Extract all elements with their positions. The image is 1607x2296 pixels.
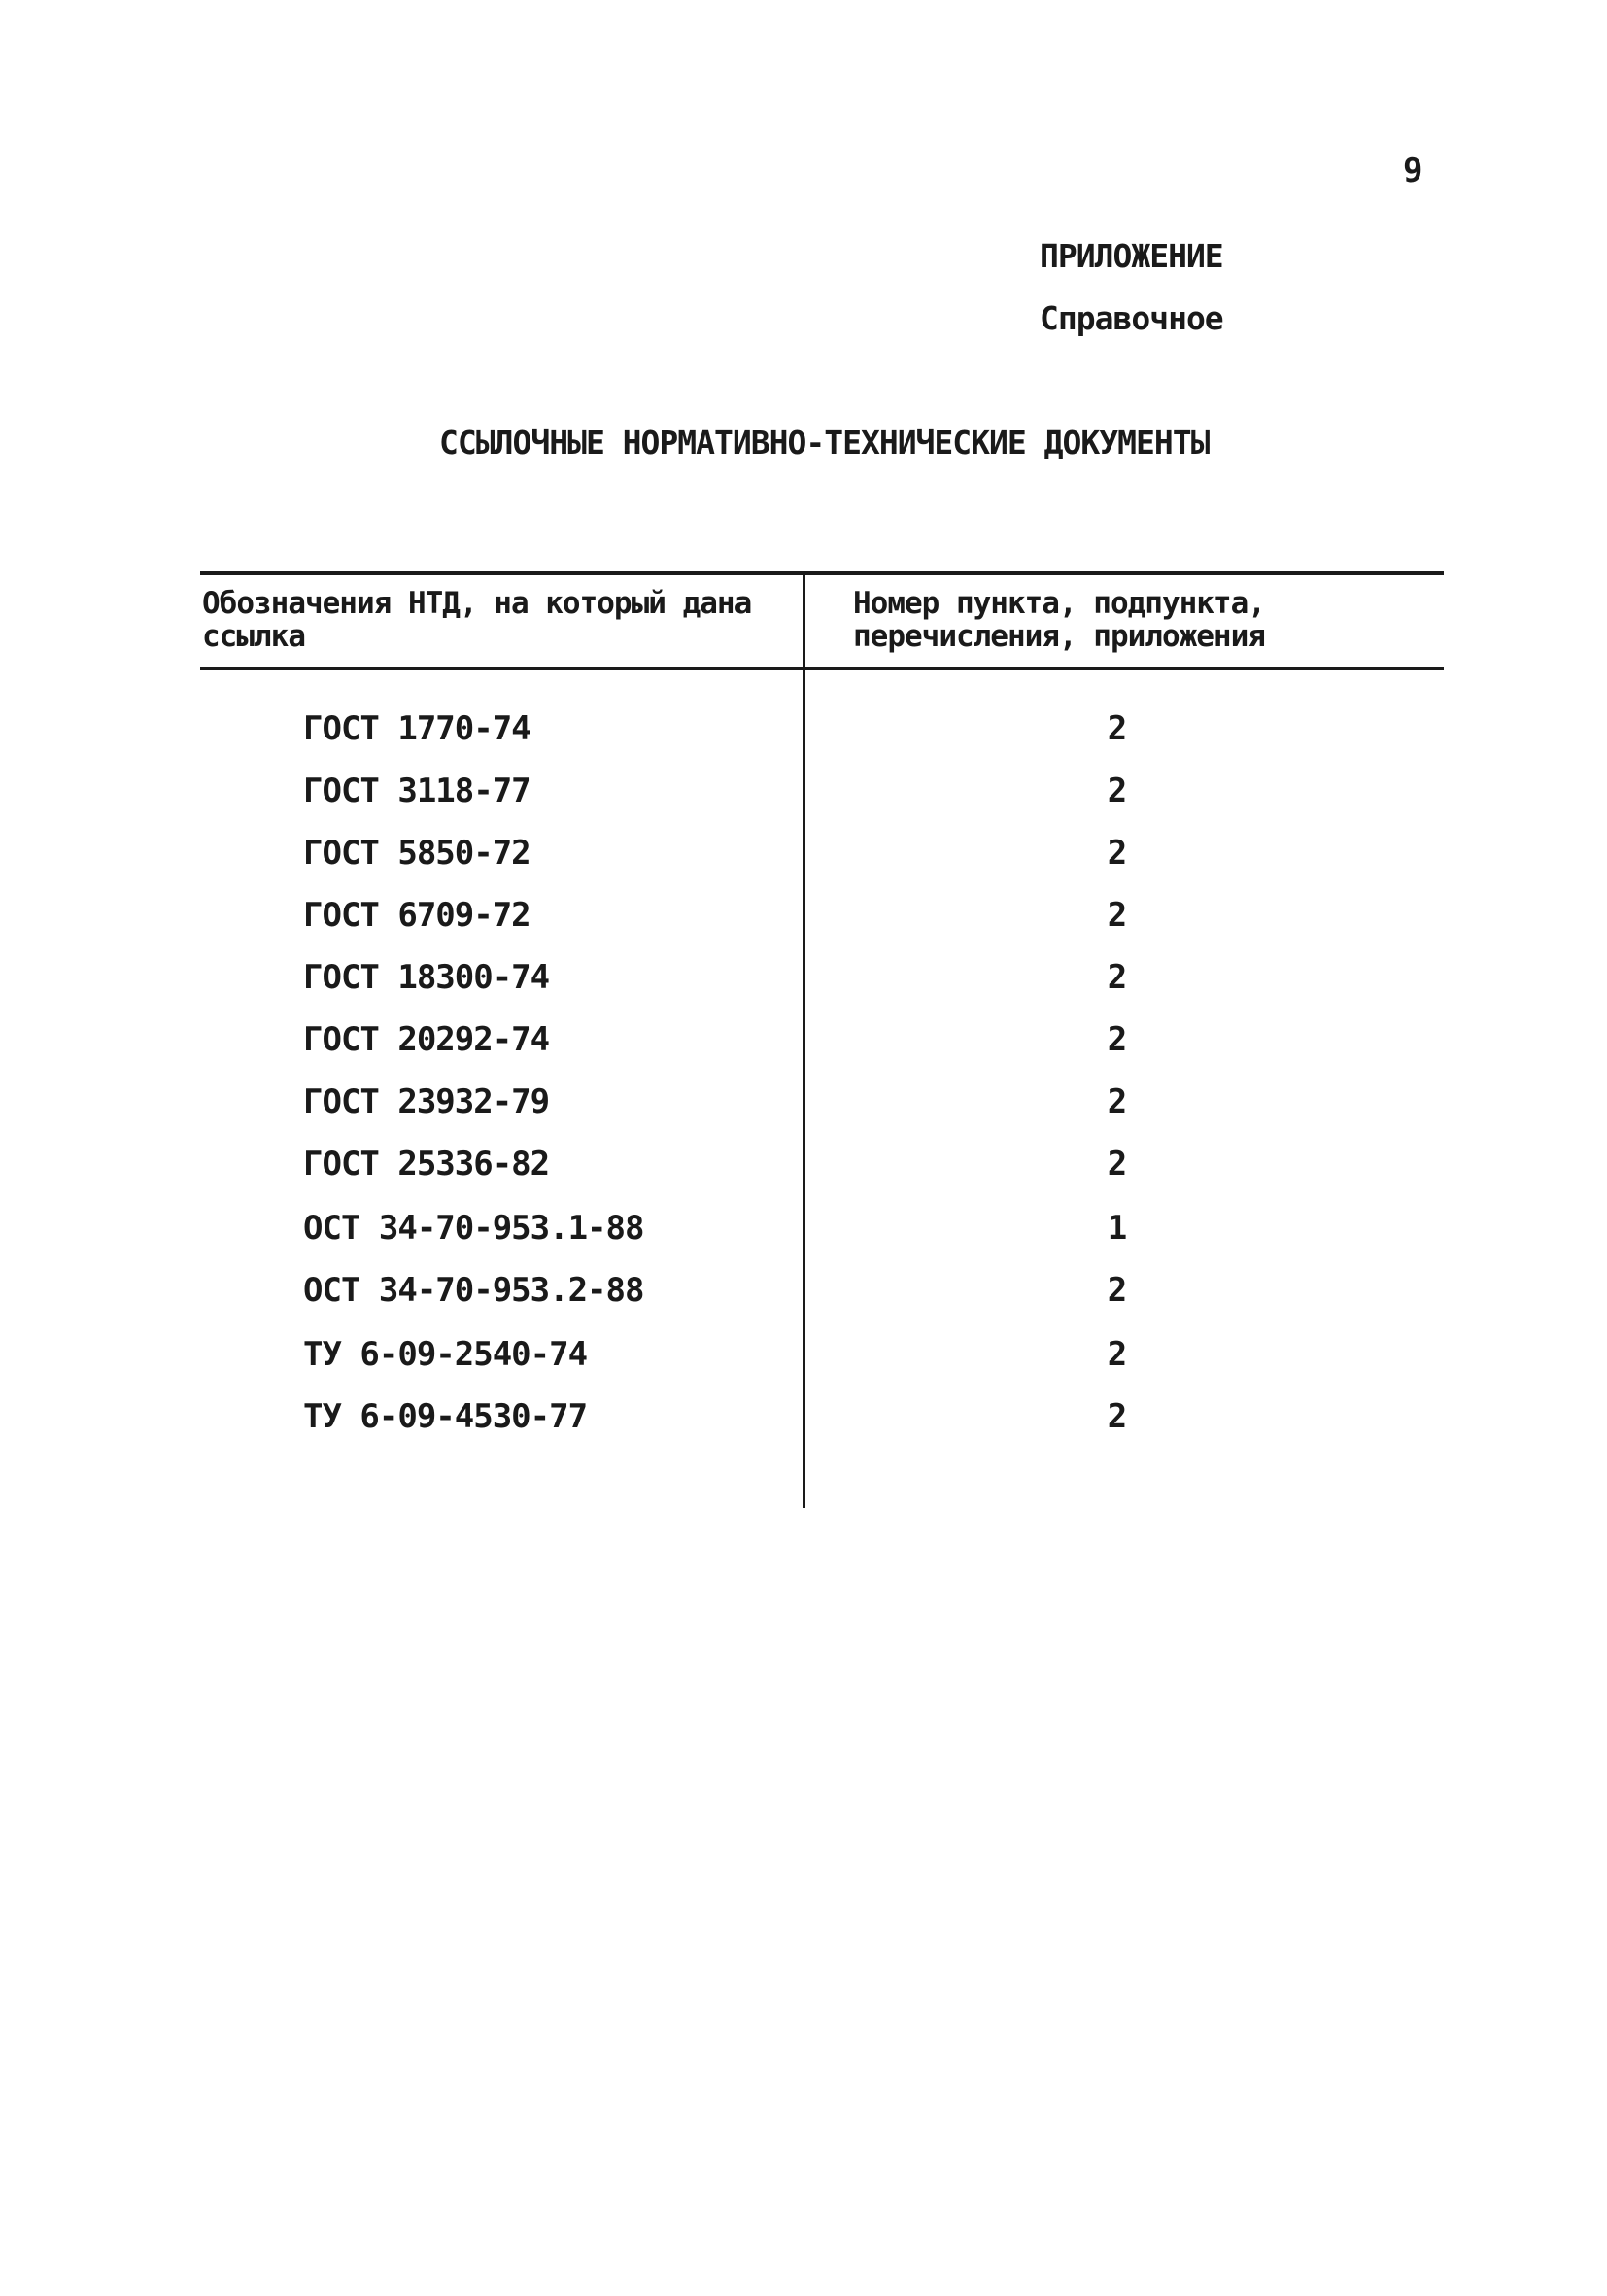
clause-number: 2 [1107, 1271, 1128, 1310]
referenced-document: ОСТ 34-70-953.1-88 [303, 1209, 644, 1248]
clause-number: 2 [1107, 1335, 1128, 1374]
referenced-document: ТУ 6-09-2540-74 [303, 1335, 588, 1374]
table-row [0, 896, 1607, 958]
referenced-document: ГОСТ 5850-72 [303, 834, 530, 873]
clause-number: 2 [1107, 834, 1128, 873]
table-row [0, 1397, 1607, 1459]
table-header-rule [200, 667, 1444, 670]
table-row [0, 1082, 1607, 1145]
clause-number: 2 [1107, 1020, 1128, 1059]
clause-number: 2 [1107, 1082, 1128, 1121]
referenced-document: ГОСТ 3118-77 [303, 771, 530, 810]
referenced-document: ОСТ 34-70-953.2-88 [303, 1271, 644, 1310]
table-row [0, 1335, 1607, 1397]
table-row [0, 771, 1607, 834]
referenced-document: ГОСТ 6709-72 [303, 896, 530, 935]
clause-number: 2 [1107, 896, 1128, 935]
table-row [0, 834, 1607, 896]
referenced-document: ГОСТ 25336-82 [303, 1145, 550, 1183]
clause-number: 2 [1107, 1145, 1128, 1183]
table-row [0, 1020, 1607, 1082]
clause-number: 2 [1107, 1397, 1128, 1436]
table-row [0, 1209, 1607, 1271]
table-header-right: Номер пункта, подпункта, перечисления, приложения [853, 586, 1265, 654]
referenced-document: ГОСТ 23932-79 [303, 1082, 550, 1121]
appendix-label: ПРИЛОЖЕНИЕ [1040, 237, 1223, 275]
table-top-rule [200, 571, 1444, 575]
referenced-document: ГОСТ 18300-74 [303, 958, 550, 997]
referenced-document: ТУ 6-09-4530-77 [303, 1397, 588, 1436]
table-row [0, 1145, 1607, 1207]
referenced-document: ГОСТ 1770-74 [303, 709, 530, 748]
table-header-left: Обозначения НТД, на который дана ссылка [202, 586, 752, 654]
appendix-kind: Справочное [1040, 299, 1223, 337]
clause-number: 2 [1107, 709, 1128, 748]
table-row [0, 709, 1607, 771]
referenced-document: ГОСТ 20292-74 [303, 1020, 550, 1059]
clause-number: 2 [1107, 771, 1128, 810]
page-number: 9 [1403, 152, 1423, 190]
table-row [0, 1271, 1607, 1333]
document-title: ССЫЛОЧНЫЕ НОРМАТИВНО-ТЕХНИЧЕСКИЕ ДОКУМЕНТЫ [439, 424, 1210, 462]
clause-number: 1 [1107, 1209, 1128, 1248]
table-row [0, 958, 1607, 1020]
clause-number: 2 [1107, 958, 1128, 997]
